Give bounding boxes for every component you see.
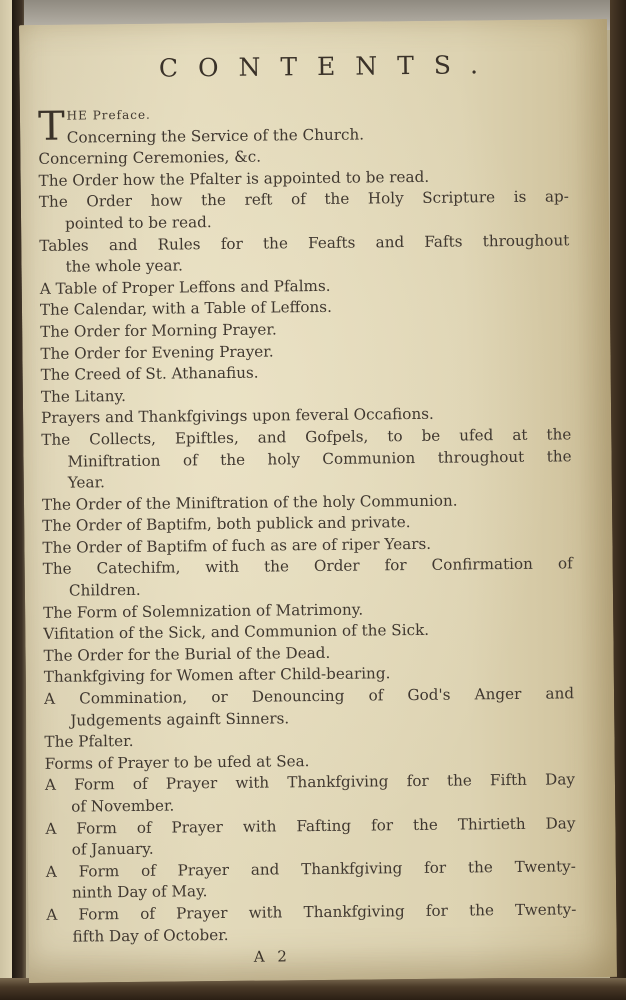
entry-text: The Creed of St. Athanafius.	[40, 363, 259, 385]
entry-text: A Commination, or Denouncing of God's Anger and	[43, 684, 575, 708]
entry-text-continuation: fifth Day of October.	[72, 925, 229, 946]
entry-text: The Order how the Pfalter is appointed to be read.	[38, 167, 430, 190]
entry-text-continuation: Judgements againft Sinners.	[70, 708, 290, 730]
contents-entry	[45, 813, 575, 862]
entry-text: The Order of Baptifm of fuch as are of riper Years.	[42, 534, 432, 557]
entry-text-continuation: pointed to be read.	[64, 213, 212, 233]
entry-text: Forms of Prayer to be ufed at Sea.	[44, 751, 310, 773]
entry-text: HE Preface.	[66, 107, 151, 123]
signature-mark: A 2	[253, 947, 292, 966]
contents-page	[19, 19, 617, 983]
page-heading: CONTENTS.	[158, 50, 499, 83]
entry-text: Tables and Rules for the Feafts and Fafts throughout	[39, 230, 570, 255]
entry-text-continuation: ninth Day of May.	[71, 882, 208, 902]
previous-page-edge	[0, 0, 12, 1000]
entry-text: Thankfgiving for Women after Child-bearing.	[43, 664, 391, 687]
entry-text: The Form of Solemnization of Matrimony.	[43, 600, 364, 622]
entry-text-continuation: Year.	[67, 473, 106, 492]
entry-text: A Form of Prayer with Thankfgiving for the Fifth Day	[44, 770, 576, 795]
contents-entry-preface	[38, 99, 568, 149]
contents-entry	[44, 683, 574, 732]
entry-text: Concerning the Service of the Church.	[66, 125, 365, 147]
entry-text-continuation: Children.	[68, 580, 141, 600]
entry-text: The Order for the Burial of the Dead.	[43, 643, 331, 665]
entry-text: The Collects, Epiftles, and Gofpels, to be ufed at the	[41, 425, 572, 449]
contents-entry	[45, 770, 575, 819]
contents-entry	[39, 230, 569, 279]
contents-entry	[43, 554, 573, 603]
entry-text-continuation: of November.	[71, 796, 175, 816]
contents-entry	[46, 899, 576, 948]
entry-text-continuation: the whole year.	[65, 256, 183, 276]
entry-text: A Form of Prayer and Thankfgiving for the Twenty-	[45, 857, 576, 881]
contents-entry	[39, 187, 569, 236]
entry-text: The Order for Morning Prayer.	[40, 320, 277, 341]
drop-cap: T	[37, 103, 65, 150]
entry-text: The Order for Evening Prayer.	[40, 341, 274, 363]
contents-entry	[46, 856, 576, 905]
entry-text: Vifitation of the Sick, and Communion of the Sick.	[43, 621, 430, 644]
entry-text: The Order how the reft of the Holy Scripture is ap-	[38, 187, 569, 212]
entry-text-continuation: Miniftration of the holy Communion throughout the	[67, 446, 572, 471]
entry-text-continuation: of January.	[71, 839, 154, 859]
entry-text: The Order of the Miniftration of the holy Communion.	[41, 491, 458, 514]
entry-text: The Litany.	[40, 386, 126, 406]
entry-text: Prayers and Thankfgivings upon feveral Occafions.	[41, 405, 434, 428]
entry-text: A Form of Prayer with Fafting for the Thirtieth Day	[45, 813, 576, 838]
entry-text: The Order of Baptifm, both publick and private.	[42, 513, 411, 536]
entry-text: The Catechifm, with the Order for Confirmation of	[42, 554, 573, 579]
entry-text: The Calendar, with a Table of Leffons.	[39, 298, 332, 320]
contents-entry	[41, 424, 572, 494]
entry-text: A Form of Prayer with Thankfgiving for the Twenty-	[46, 900, 577, 924]
entry-text: Concerning Ceremonies, &c.	[38, 147, 262, 169]
contents-list	[38, 99, 577, 948]
entry-text: A Table of Proper Leffons and Pfalms.	[39, 276, 331, 298]
entry-text: The Pfalter.	[44, 732, 134, 752]
